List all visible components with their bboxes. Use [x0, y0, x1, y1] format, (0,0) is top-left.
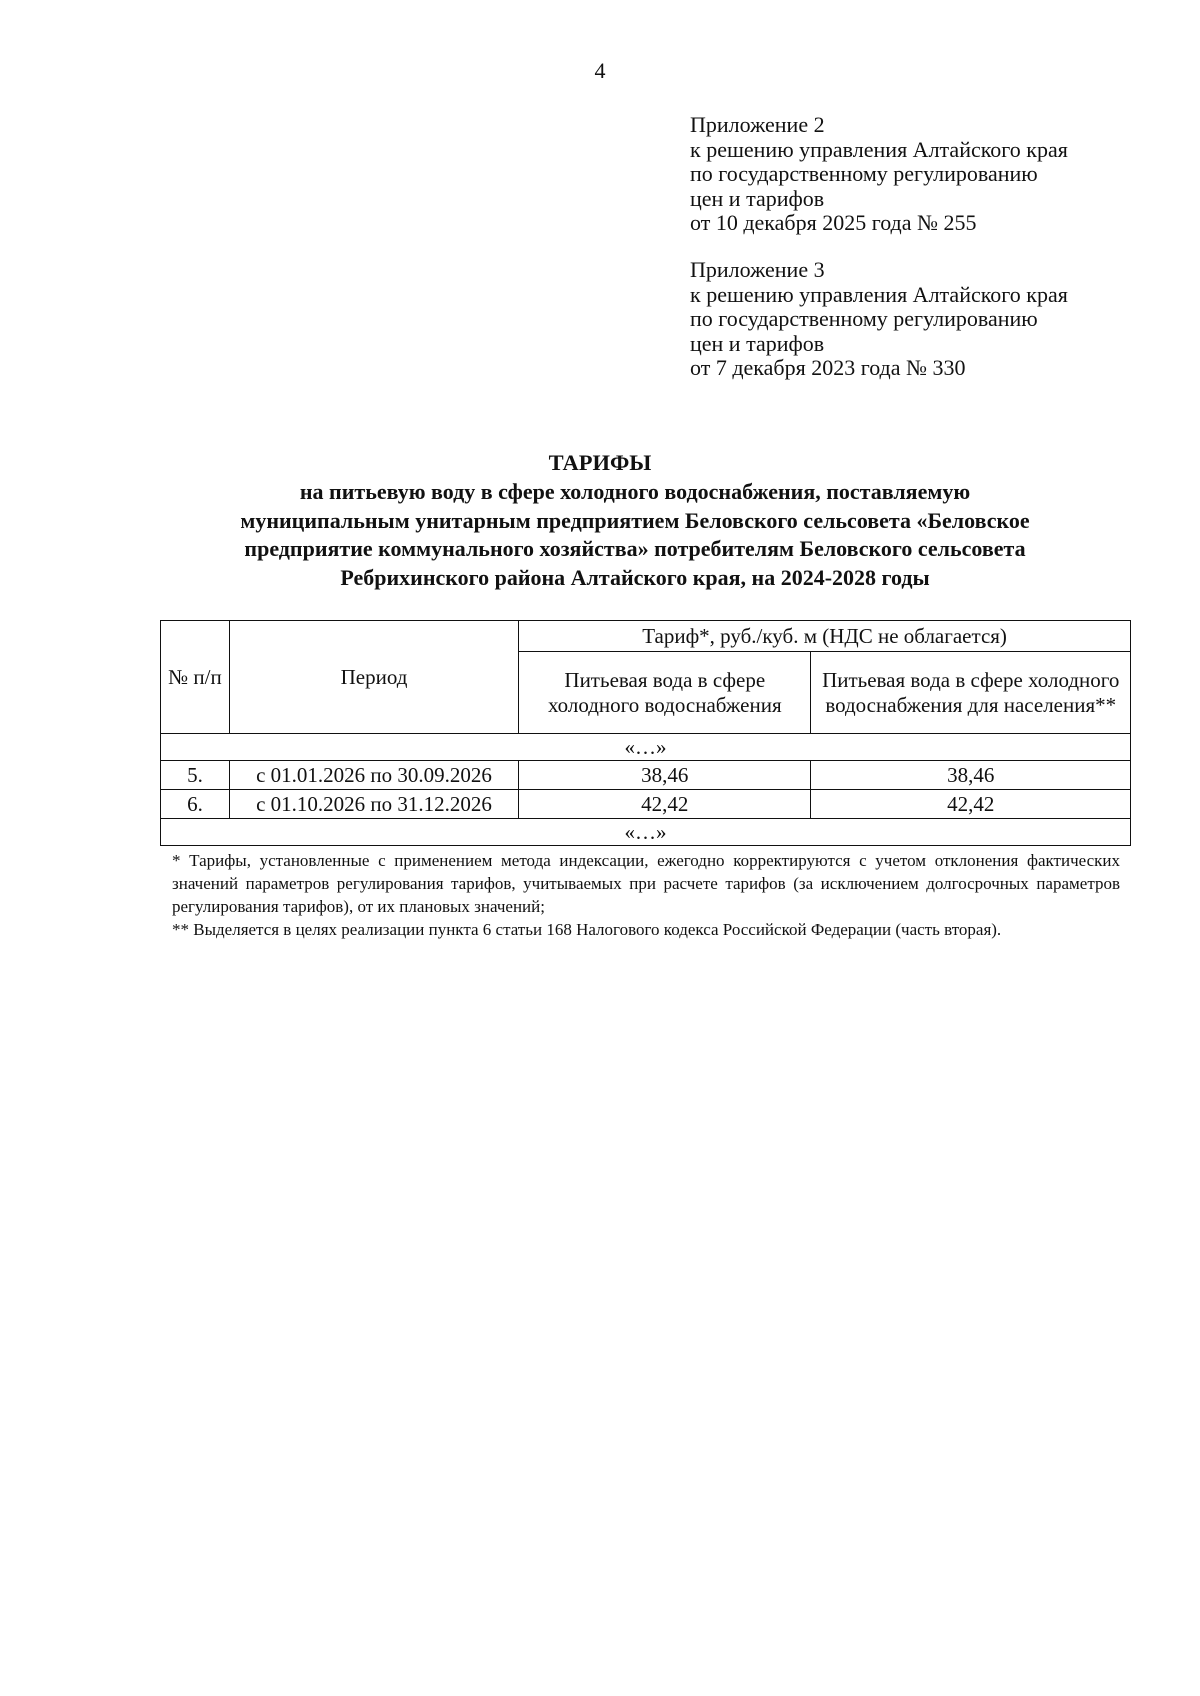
header-period: Период: [229, 621, 518, 734]
row-value-population: 42,42: [811, 790, 1131, 819]
table-row: [161, 790, 1131, 819]
appendix-3-line: Приложение 3: [690, 257, 825, 282]
appendix-3-line: по государственному регулированию: [690, 306, 1038, 331]
subtitle-line: предприятие коммунального хозяйства» потребителям Беловского сельсовета: [244, 536, 1026, 561]
tariff-table: [160, 620, 1131, 846]
appendix-2-header: [690, 113, 1170, 236]
header-drinking-water-population: Питьевая вода в сфере холодного водоснабжения для населения**: [811, 652, 1131, 734]
row-value-drinking-water: 38,46: [519, 761, 811, 790]
row-value-drinking-water: 42,42: [519, 790, 811, 819]
page-number: 4: [594, 58, 606, 83]
row-number: 6.: [161, 790, 230, 819]
footnotes: [172, 849, 1120, 941]
subtitle-line: Ребрихинского района Алтайского края, на 2024-2028 годы: [340, 564, 930, 590]
table-row: [161, 761, 1131, 790]
appendix-3-line: от 7 декабря 2023 года № 330: [690, 355, 966, 380]
appendix-3-line: цен и тарифов: [690, 330, 825, 356]
appendix-3-line: к решению управления Алтайского края: [690, 281, 1068, 307]
appendix-2-line: цен и тарифов: [690, 185, 825, 211]
subtitle-line: на питьевую воду в сфере холодного водоснабжения, поставляемую: [299, 479, 971, 504]
subtitle-line: муниципальным унитарным предприятием Беловского сельсовета «Беловское: [240, 507, 1030, 533]
appendix-2-line: по государственному регулированию: [690, 161, 1038, 186]
appendix-2-line: от 10 декабря 2025 года № 255: [690, 210, 977, 235]
table-header-row: [161, 621, 1131, 652]
header-number: № п/п: [161, 621, 230, 734]
header-drinking-water: Питьевая вода в сфере холодного водоснабжения: [519, 652, 811, 734]
header-tariff: Тариф*, руб./куб. м (НДС не облагается): [519, 621, 1131, 652]
table-ellipsis-row: [161, 819, 1131, 846]
appendix-3-header: [690, 258, 1170, 381]
row-period: с 01.10.2026 по 31.12.2026: [229, 790, 518, 819]
appendix-2-line: к решению управления Алтайского края: [690, 136, 1068, 162]
ellipsis-cell: «…»: [161, 819, 1131, 846]
footnote-2: ** Выделяется в целях реализации пункта 6 статьи 168 Налогового кодекса Российской Федерации (часть вторая).: [172, 920, 1002, 939]
row-period: с 01.01.2026 по 30.09.2026: [229, 761, 518, 790]
footnote-1: * Тарифы, установленные с применением метода индексации, ежегодно корректируются с учетом отклонения фактических значений параметров регулирования тарифов, учитываемых при расчете тарифов (за исключением долгосрочных параметров регулирования тарифов), от их плановых значений;: [172, 851, 1120, 916]
row-number: 5.: [161, 761, 230, 790]
appendix-2-line: Приложение 2: [690, 112, 825, 137]
ellipsis-cell: «…»: [161, 734, 1131, 761]
row-value-population: 38,46: [811, 761, 1131, 790]
document-title: ТАРИФЫ: [548, 450, 652, 475]
table-ellipsis-row: [161, 734, 1131, 761]
document-subtitle: [185, 478, 1085, 592]
